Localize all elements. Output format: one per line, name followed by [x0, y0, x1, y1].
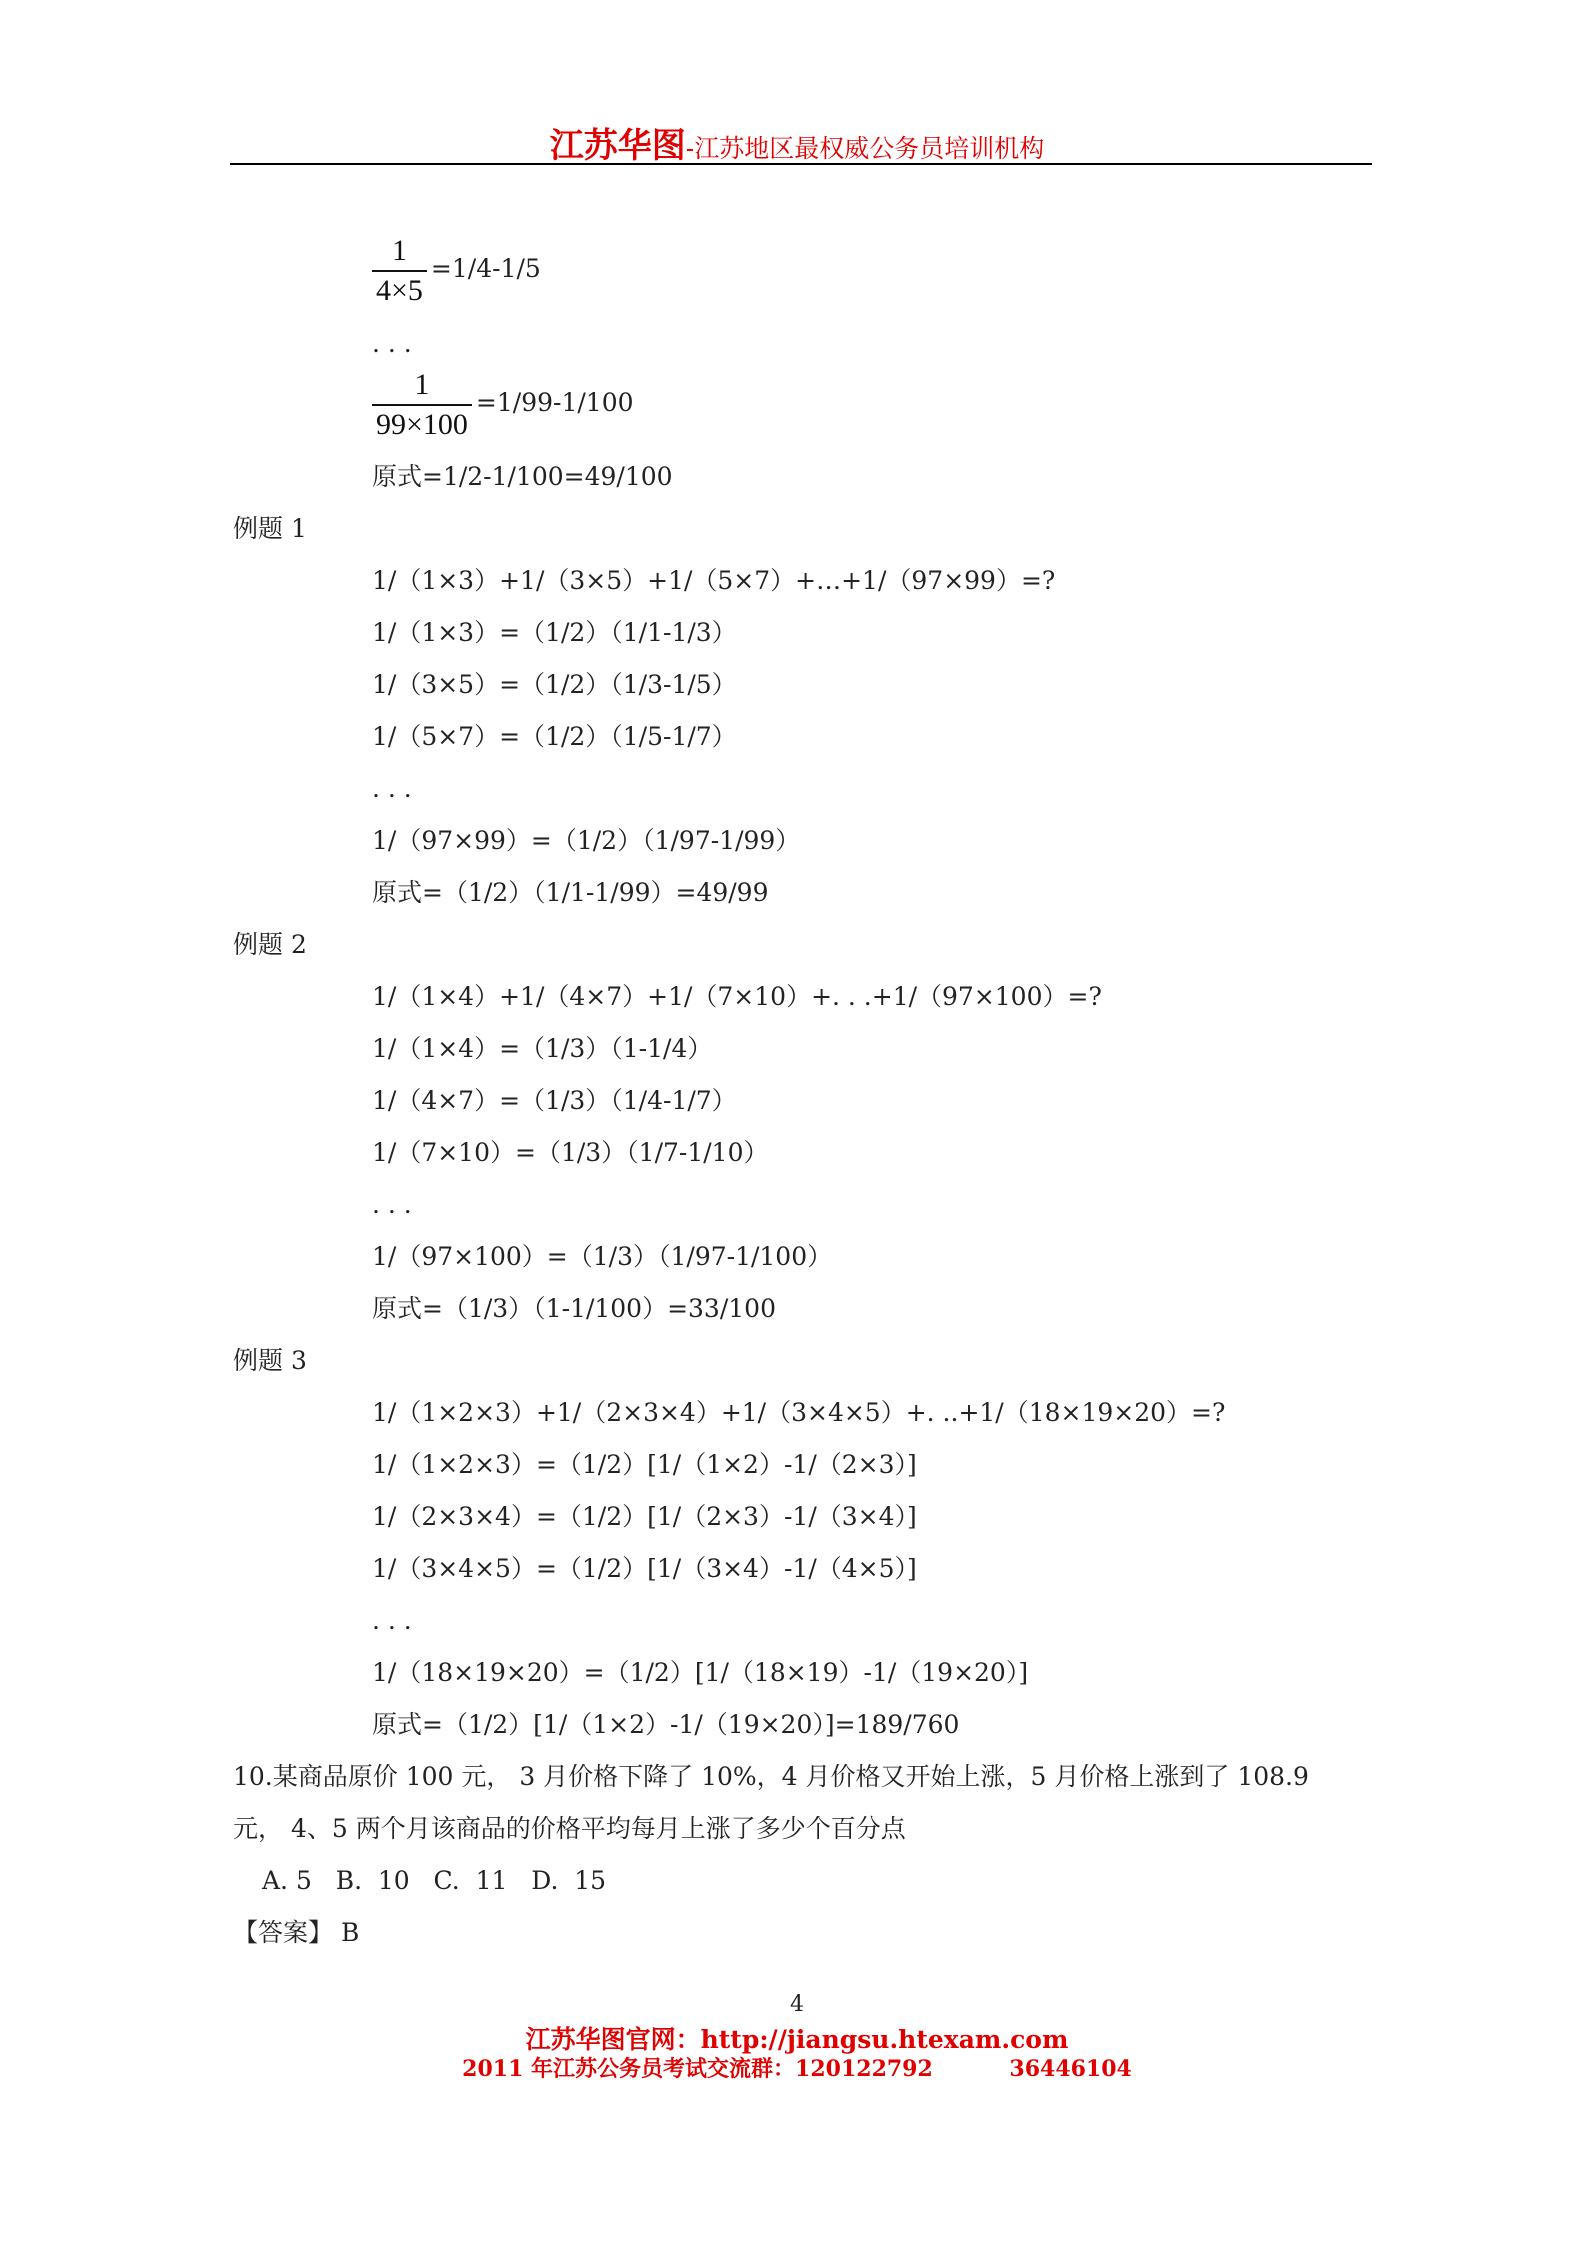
equation-line: 1/（3×5）=（1/2）（1/3-1/5）: [372, 670, 737, 699]
result-line: 原式=1/2-1/100=49/100: [372, 462, 673, 491]
example-heading: 例题 3: [233, 1346, 307, 1375]
equation-line: 1/（1×4）+1/（4×7）+1/（7×10）+. . .+1/（97×100）=?: [372, 982, 1102, 1011]
equation-line: 1/（1×2×3）+1/（2×3×4）+1/（3×4×5）+. ..+1/（18×19×20）=?: [372, 1398, 1226, 1427]
footer-website: 江苏华图官网：http://jiangsu.htexam.com: [525, 2025, 1069, 2054]
page-number: 4: [790, 1992, 804, 2017]
result-line: 原式=（1/3）（1-1/100）=33/100: [372, 1294, 776, 1323]
fraction-formula-2: [372, 366, 634, 444]
fraction-denominator: 4×5: [372, 270, 427, 310]
example-heading: 例题 1: [233, 514, 307, 543]
equation-line: 1/（3×4×5）=（1/2）[1/（3×4）-1/（4×5）]: [372, 1554, 917, 1583]
equation-line: 1/（97×100）=（1/3）（1/97-1/100）: [372, 1242, 833, 1271]
fraction-numerator: 1: [391, 234, 407, 267]
header-tagline: -江苏地区最权威公务员培训机构: [685, 134, 1045, 163]
header-brand: 江苏华图: [549, 126, 686, 166]
answer-options: A. 5 B. 10 C. 11 D. 15: [262, 1866, 607, 1895]
question-text-line-1: 10.某商品原价 100 元， 3 月价格下降了 10%，4 月价格又开始上涨，5 月价格上涨到了 108.9: [233, 1762, 1309, 1791]
page-header: [0, 118, 1594, 167]
equation-line: 1/（1×2×3）=（1/2）[1/（1×2）-1/（2×3）]: [372, 1450, 917, 1479]
ellipsis-line: . . .: [372, 329, 412, 358]
equation-line: 1/（2×3×4）=（1/2）[1/（2×3）-1/（3×4）]: [372, 1502, 917, 1531]
fraction-formula-1: [372, 232, 541, 310]
example-heading: 例题 2: [233, 930, 307, 959]
fraction-result: =1/4-1/5: [430, 253, 541, 283]
ellipsis-line: . . .: [372, 1190, 412, 1219]
ellipsis-line: . . .: [372, 1606, 412, 1635]
equation-line: 1/（4×7）=（1/3）（1/4-1/7）: [372, 1086, 737, 1115]
result-line: 原式=（1/2）[1/（1×2）-1/（19×20）]=189/760: [372, 1710, 960, 1739]
answer-line: 【答案】 B: [233, 1918, 360, 1947]
equation-line: 1/（1×4）=（1/3）（1-1/4）: [372, 1034, 713, 1063]
fraction-denominator: 99×100: [372, 404, 472, 444]
equation-line: 1/（97×99）=（1/2）（1/97-1/99）: [372, 826, 801, 855]
fraction-result: =1/99-1/100: [475, 387, 634, 417]
footer-group: 2011 年江苏公务员考试交流群：120122792 36446104: [462, 2056, 1132, 2082]
ellipsis-line: . . .: [372, 774, 412, 803]
equation-line: 1/（5×7）=（1/2）（1/5-1/7）: [372, 722, 737, 751]
equation-line: 1/（1×3）+1/（3×5）+1/（5×7）+…+1/（97×99）=?: [372, 566, 1056, 595]
equation-line: 1/（1×3）=（1/2）（1/1-1/3）: [372, 618, 737, 647]
header-rule: [230, 163, 1372, 165]
result-line: 原式=（1/2）（1/1-1/99）=49/99: [372, 878, 769, 907]
fraction-numerator: 1: [414, 368, 430, 401]
question-text-line-2: 元， 4、5 两个月该商品的价格平均每月上涨了多少个百分点: [233, 1814, 906, 1843]
equation-line: 1/（18×19×20）=（1/2）[1/（18×19）-1/（19×20）]: [372, 1658, 1029, 1687]
equation-line: 1/（7×10）=（1/3）（1/7-1/10）: [372, 1138, 769, 1167]
